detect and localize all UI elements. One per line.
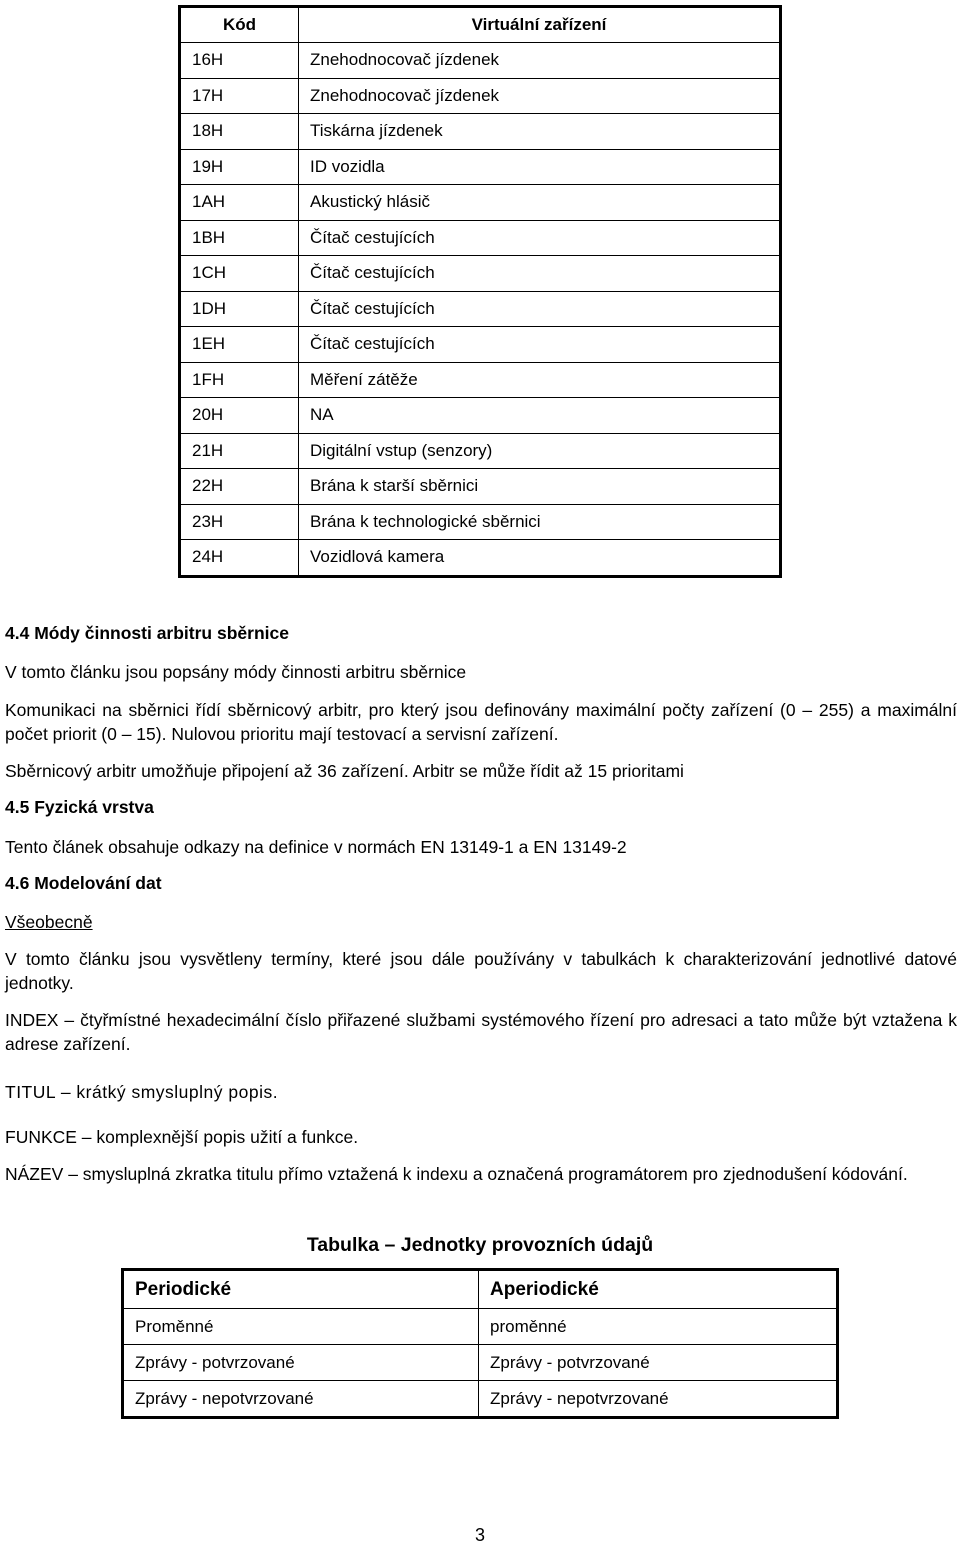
table-cell: Čítač cestujících	[299, 291, 781, 327]
section-4-4-capacity: Sběrnicový arbitr umožňuje připojení až 36 zařízení. Arbitr se může řídit až 15 prioritami	[5, 761, 684, 781]
table-row	[180, 185, 781, 221]
section-4-4-paragraph: Komunikaci na sběrnici řídí sběrnicový arbitr, pro který jsou definovány maximální počty zařízení (0 – 255) a maximální počet priorit (0 – 15). Nulovou prioritu mají testovací a servisní zařízení.	[5, 700, 957, 744]
table-row	[180, 114, 781, 150]
table-cell: 17H	[180, 78, 299, 114]
table-cell: Znehodnocovač jízdenek	[299, 78, 781, 114]
table-cell: 22H	[180, 469, 299, 505]
table-cell: Proměnné	[123, 1309, 479, 1345]
section-4-5-paragraph: Tento článek obsahuje odkazy na definice v normách EN 13149-1 a EN 13149-2	[5, 837, 627, 857]
table-cell: Vozidlová kamera	[299, 540, 781, 577]
table-cell: Digitální vstup (senzory)	[299, 433, 781, 469]
section-4-6-paragraph: V tomto článku jsou vysvětleny termíny, které jsou dále používány v tabulkách k charakterizování jednotlivé datové jednotky.	[5, 949, 957, 993]
table-row	[180, 43, 781, 79]
table-row	[180, 469, 781, 505]
column-header-aperiodic: Aperiodické	[479, 1270, 838, 1309]
table-row	[123, 1345, 838, 1381]
section-4-4-intro: V tomto článku jsou popsány módy činnosti arbitru sběrnice	[5, 662, 467, 682]
table-row	[180, 291, 781, 327]
table-cell: Akustický hlásič	[299, 185, 781, 221]
table-cell: 1CH	[180, 256, 299, 292]
table-cell: 21H	[180, 433, 299, 469]
table-row	[180, 504, 781, 540]
table-row	[180, 398, 781, 434]
table-cell: Zprávy - potvrzované	[123, 1345, 479, 1381]
table-row	[123, 1309, 838, 1345]
table-cell: Zprávy - nepotvrzované	[479, 1381, 838, 1418]
table-row	[180, 78, 781, 114]
definition-index: INDEX – čtyřmístné hexadecimální číslo přiřazené službami systémového řízení pro adresaci a tato může být vztažena k adrese zařízení.	[5, 1010, 957, 1054]
table-cell: 1EH	[180, 327, 299, 363]
table-cell: Znehodnocovač jízdenek	[299, 43, 781, 79]
table-cell: 23H	[180, 504, 299, 540]
table-cell: proměnné	[479, 1309, 838, 1345]
table-row	[180, 433, 781, 469]
table-cell: NA	[299, 398, 781, 434]
column-header-code: Kód	[180, 7, 299, 43]
table-cell: Čítač cestujících	[299, 220, 781, 256]
page-number: 3	[474, 1525, 485, 1545]
table-cell: Čítač cestujících	[299, 256, 781, 292]
table-cell: 24H	[180, 540, 299, 577]
table-cell: Zprávy - nepotvrzované	[123, 1381, 479, 1418]
table-header-row	[180, 7, 781, 43]
section-4-6-subheading: Všeobecně	[5, 912, 93, 932]
table-cell: 1DH	[180, 291, 299, 327]
table-cell: 20H	[180, 398, 299, 434]
table-cell: Měření zátěže	[299, 362, 781, 398]
table-cell: 16H	[180, 43, 299, 79]
section-4-4-heading: 4.4 Módy činnosti arbitru sběrnice	[5, 623, 289, 643]
virtual-device-table	[178, 5, 782, 578]
definition-funkce: FUNKCE – komplexnější popis užití a funkce.	[5, 1127, 359, 1147]
table-cell: Tiskárna jízdenek	[299, 114, 781, 150]
table-cell: 18H	[180, 114, 299, 150]
table-cell: 1AH	[180, 185, 299, 221]
table-row	[180, 256, 781, 292]
units-table-caption: Tabulka – Jednotky provozních údajů	[306, 1234, 654, 1256]
table-cell: 19H	[180, 149, 299, 185]
table-row	[180, 327, 781, 363]
table-row	[180, 149, 781, 185]
table-cell: Brána k starší sběrnici	[299, 469, 781, 505]
section-4-5-heading: 4.5 Fyzická vrstva	[5, 797, 154, 817]
table-row	[180, 540, 781, 577]
table-cell: Brána k technologické sběrnici	[299, 504, 781, 540]
table-row	[123, 1381, 838, 1418]
table-cell: 1FH	[180, 362, 299, 398]
table-cell: Čítač cestujících	[299, 327, 781, 363]
table-cell: 1BH	[180, 220, 299, 256]
definition-nazev: NÁZEV – smysluplná zkratka titulu přímo vztažená k indexu a označená programátorem pro zjednodušení kódování.	[5, 1164, 908, 1184]
table-cell: ID vozidla	[299, 149, 781, 185]
column-header-periodic: Periodické	[123, 1270, 479, 1309]
table-header-row	[123, 1270, 838, 1309]
definition-titul: TITUL – krátký smysluplný popis.	[5, 1082, 279, 1102]
table-row	[180, 362, 781, 398]
table-row	[180, 220, 781, 256]
table-cell: Zprávy - potvrzované	[479, 1345, 838, 1381]
units-table	[121, 1268, 839, 1419]
column-header-device: Virtuální zařízení	[299, 7, 781, 43]
section-4-6-heading: 4.6 Modelování dat	[5, 873, 162, 893]
